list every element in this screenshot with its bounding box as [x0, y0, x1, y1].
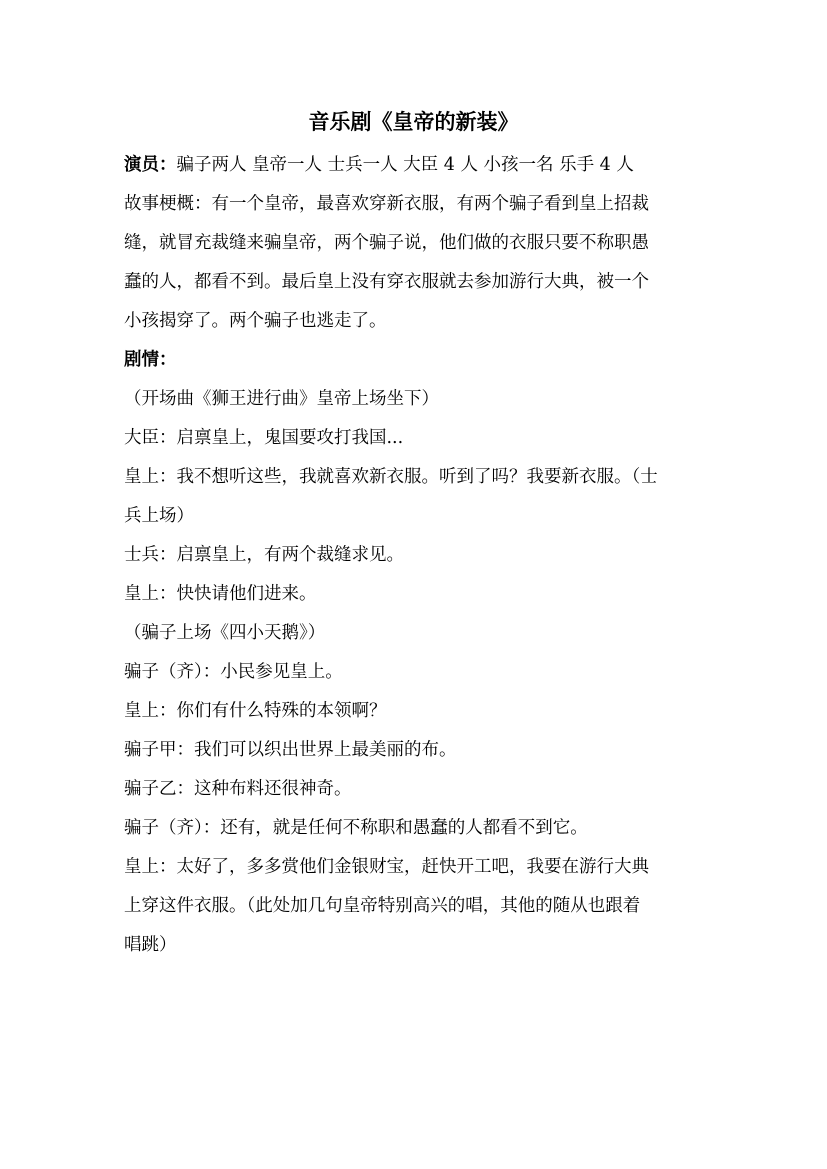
cast-label: 演员：: [124, 155, 177, 175]
plot-line: 兵上场）: [124, 506, 194, 526]
synopsis-line: 缝，就冒充裁缝来骗皇帝，两个骗子说，他们做的衣服只要不称职愚: [124, 233, 649, 253]
plot-line: （骗子上场《四小天鹅》）: [124, 623, 326, 643]
plot-line: 皇上：你们有什么特殊的本领啊？: [124, 701, 387, 721]
plot-label: 剧情：: [124, 350, 177, 370]
plot-line: 骗子（齐）：小民参见皇上。: [124, 662, 343, 682]
synopsis-line: 蠢的人，都看不到。最后皇上没有穿衣服就去参加游行大典，被一个: [124, 272, 649, 292]
plot-line: 唱跳）: [124, 935, 177, 955]
cast-text: 骗子两人 皇帝一人 士兵一人 大臣 4 人 小孩一名 乐手 4 人: [176, 155, 634, 175]
plot-line: 皇上：我不想听这些，我就喜欢新衣服。听到了吗？我要新衣服。（士: [124, 467, 658, 487]
plot-line: 皇上：太好了，多多赏他们金银财宝，赶快开工吧，我要在游行大典: [124, 857, 649, 877]
cast-line: [124, 146, 709, 185]
plot-line: 士兵：启禀皇上，有两个裁缝求见。: [124, 545, 404, 565]
plot-line: 大臣：启禀皇上，鬼国要攻打我国...: [124, 428, 404, 448]
synopsis-line: 故事梗概：有一个皇帝，最喜欢穿新衣服，有两个骗子看到皇上招裁: [124, 194, 649, 214]
document-title: 音乐剧《皇帝的新装》: [308, 109, 519, 134]
plot-line: 皇上：快快请他们进来。: [124, 584, 317, 604]
synopsis-line: 小孩揭穿了。两个骗子也逃走了。: [124, 311, 387, 331]
plot-line: 上穿这件衣服。（此处加几句皇帝特别高兴的唱，其他的随从也跟着: [124, 896, 641, 916]
plot-line: 骗子乙：这种布料还很神奇。: [124, 779, 352, 799]
plot-line: 骗子（齐）：还有，就是任何不称职和愚蠢的人都看不到它。: [124, 818, 588, 838]
document-body: [124, 146, 709, 965]
plot-line: 骗子甲：我们可以织出世界上最美丽的布。: [124, 740, 457, 760]
plot-line: （开场曲《狮王进行曲》皇帝上场坐下）: [124, 389, 439, 409]
